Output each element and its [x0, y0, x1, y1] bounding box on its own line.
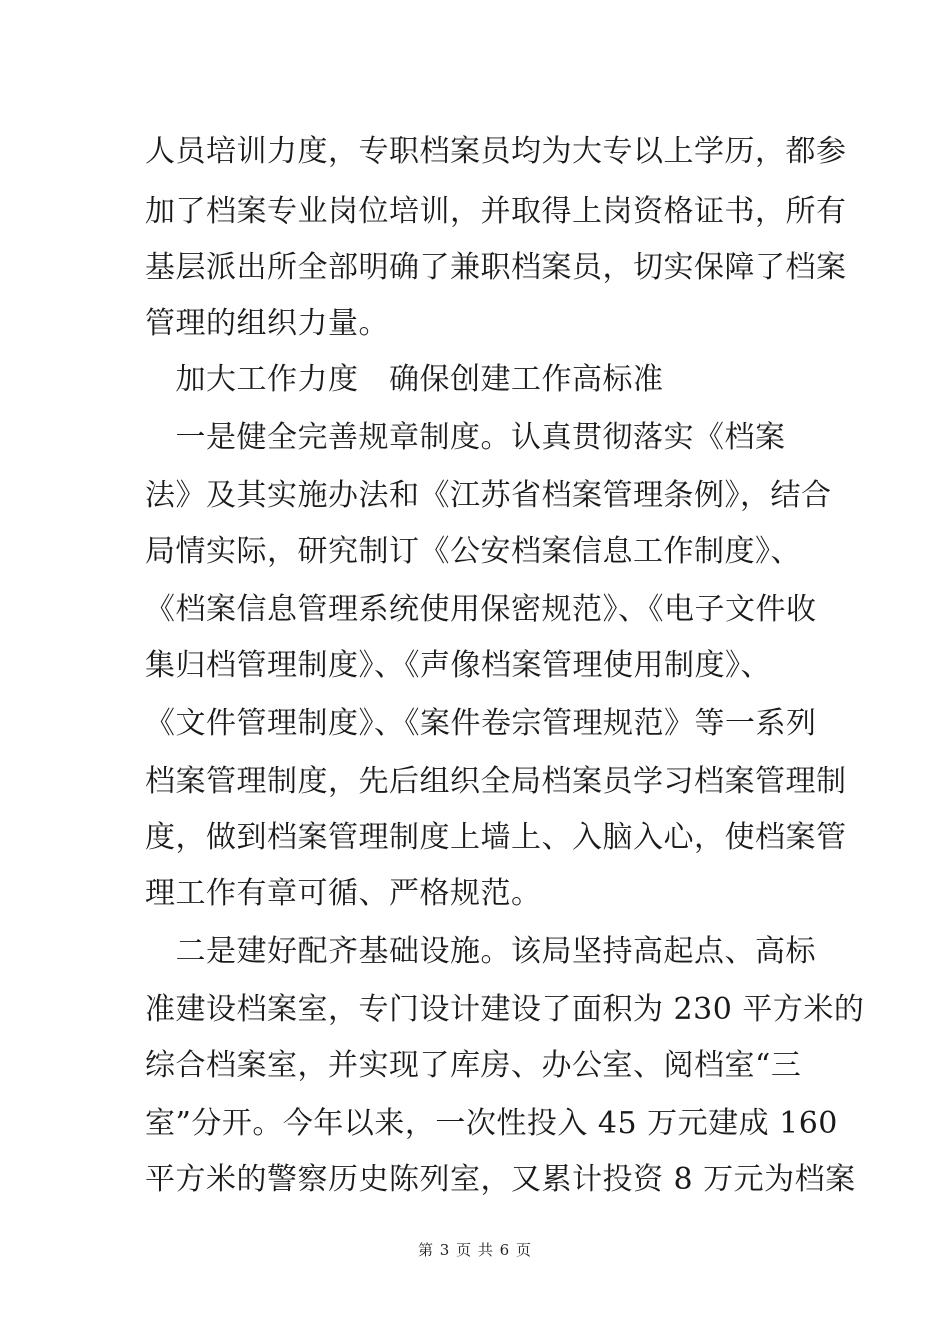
body-text-line: 《档案信息管理系统使用保密规范》、《电子文件收: [145, 592, 817, 627]
body-text-line: 度，做到档案管理制度上墙上、入脑入心，使档案管: [145, 820, 847, 855]
body-text-line: 一是健全完善规章制度。认真贯彻落实《档案: [145, 420, 786, 455]
body-text-line: 集归档管理制度》、《声像档案管理使用制度》、: [145, 648, 771, 683]
body-text-line: 法》及其实施办法和《江苏省档案管理条例》，结合: [145, 478, 832, 513]
body-text-line: 基层派出所全部明确了兼职档案员，切实保障了档案: [145, 250, 847, 285]
section-heading: 加大工作力度 确保创建工作高标准: [145, 362, 664, 397]
body-text-line: 档案管理制度，先后组织全局档案员学习档案管理制: [145, 764, 847, 799]
body-text-line: 管理的组织力量。: [145, 306, 389, 341]
body-text-line: 理工作有章可循、严格规范。: [145, 876, 542, 911]
body-text-line: 局情实际，研究制订《公安档案信息工作制度》、: [145, 534, 801, 569]
body-text-line: 人员培训力度，专职档案员均为大专以上学历，都参: [145, 134, 847, 169]
body-text-line: 《文件管理制度》、《案件卷宗管理规范》等一系列: [145, 706, 817, 741]
body-text-line: 室”分开。今年以来，一次性投入 45 万元建成 160: [145, 1106, 838, 1141]
body-text-line: 综合档案室，并实现了库房、办公室、阅档室“三: [145, 1048, 802, 1083]
body-text-line: 加了档案专业岗位培训，并取得上岗资格证书，所有: [145, 194, 847, 229]
body-text-line: 二是建好配齐基础设施。该局坚持高起点、高标: [145, 934, 816, 969]
body-text-line: 平方米的警察历史陈列室，又累计投资 8 万元为档案: [145, 1162, 856, 1197]
page-number-footer: 第 3 页 共 6 页: [418, 1241, 532, 1259]
body-text-line: 准建设档案室，专门设计建设了面积为 230 平方米的: [145, 992, 865, 1027]
